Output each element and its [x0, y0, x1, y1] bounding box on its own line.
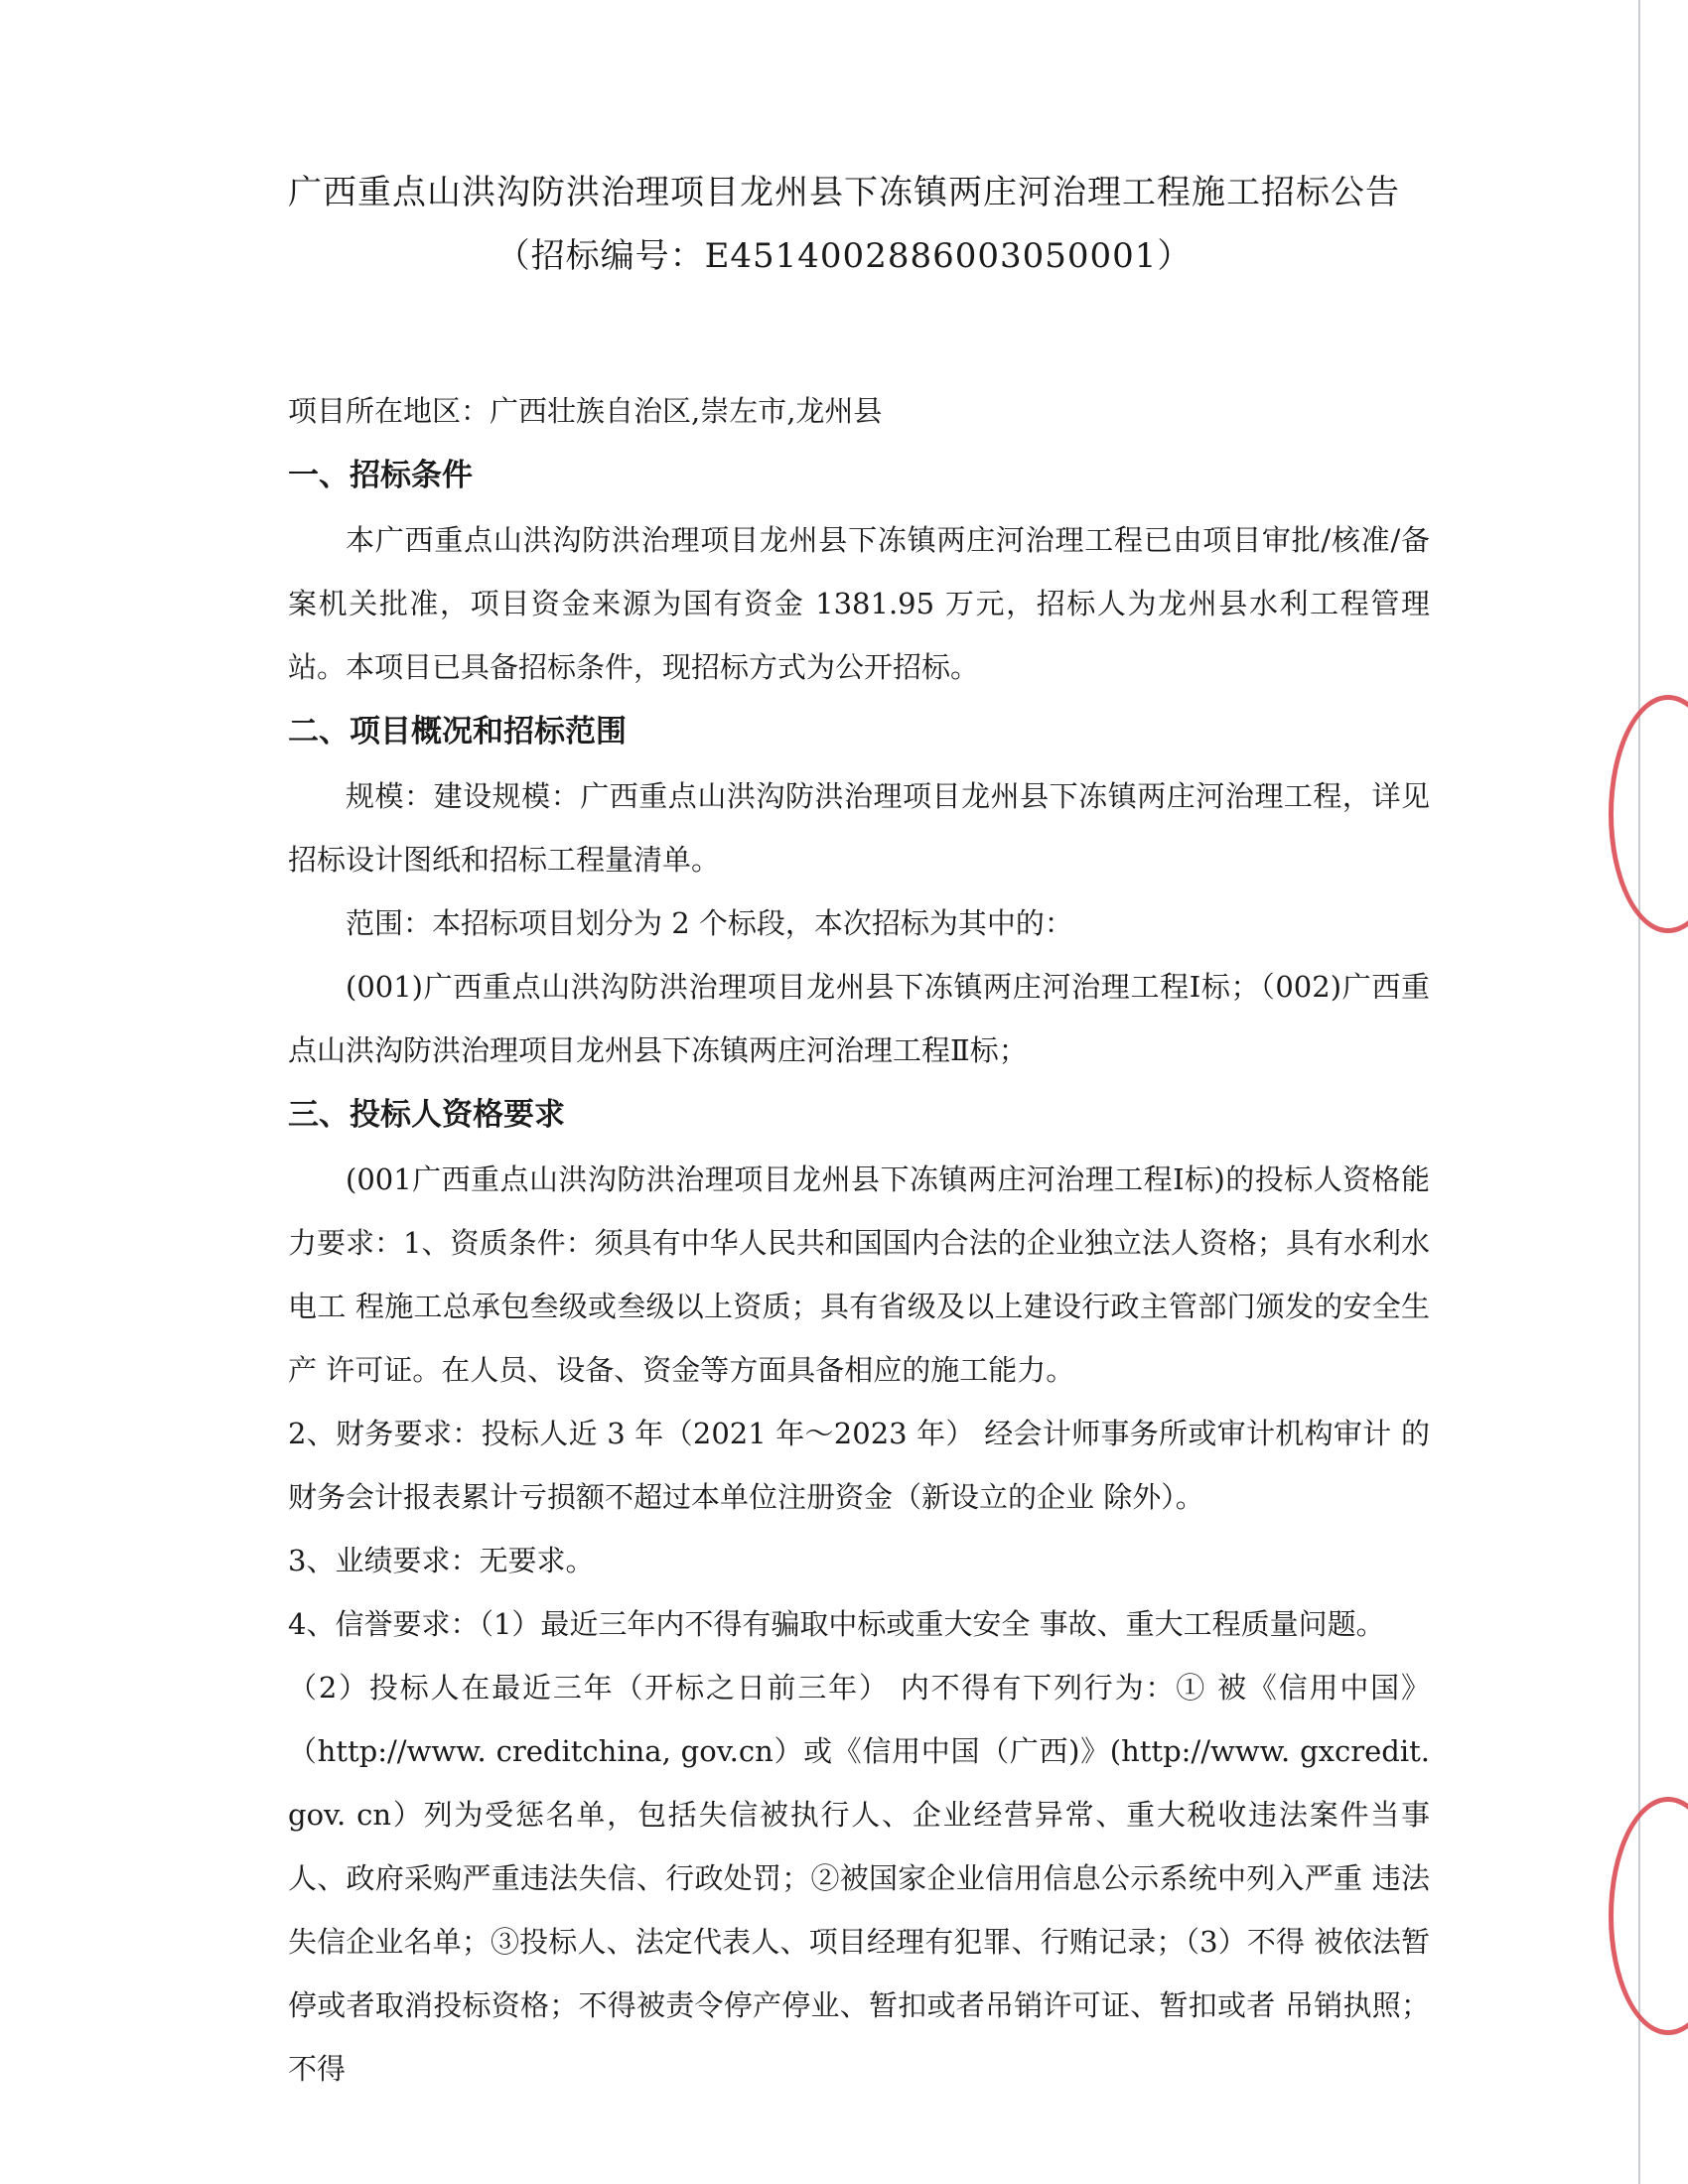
- section-3-performance: 3、业绩要求：无要求。: [288, 1544, 595, 1577]
- document-title: 广西重点山洪沟防洪治理项目龙州县下冻镇两庄河治理工程施工招标公告: [288, 173, 1400, 212]
- section-2-scope: 范围：本招标项目划分为 2 个标段，本次招标为其中的：: [346, 906, 1073, 940]
- tender-number: （招标编号：E4514002886003050001）: [495, 236, 1193, 276]
- section-2-lots: (001)广西重点山洪沟防洪治理项目龙州县下冻镇两庄河治理工程Ⅰ标；（002)广西重点山洪沟防洪治理项目龙州县下冻镇两庄河治理工程Ⅱ标；: [288, 970, 1430, 1067]
- section-2-scale: 规模：建设规模：广西重点山洪沟防洪治理项目龙州县下冻镇两庄河治理工程，详见招标设计图纸和招标工程量清单。: [288, 779, 1430, 877]
- section-3-credit-detail: （2）投标人在最近三年（开标之日前三年） 内不得有下列行为：① 被《信用中国》（http://www. creditchina, gov.cn）或《信用中国（广西)》(http://www. gxcredit. gov. cn）列为受惩名单，包括失信被执行人、企业经营异常、重大税收违法案件当事 人、政府采购严重违法失信、行政处罚；②被国家企业信用信息公示系统中列入严重 违法失信企业名单；③投标人、法定代表人、项目经理有犯罪、行贿记录；（3）不得 被依法暂停或者取消投标资格；不得被责令停产停业、暂扣或者吊销许可证、暂扣或者 吊销执照；不得: [288, 1671, 1430, 2086]
- project-location: 项目所在地区：广西壮族自治区,崇左市,龙州县: [288, 394, 883, 428]
- section-3-heading: 三、投标人资格要求: [288, 1097, 565, 1133]
- section-1-heading: 一、招标条件: [288, 458, 473, 493]
- section-2-heading: 二、项目概况和招标范围: [288, 714, 627, 750]
- section-3-credit: 4、信誉要求：（1）最近三年内不得有骗取中标或重大安全 事故、重大工程质量问题。: [288, 1607, 1385, 1641]
- section-3-finance: 2、财务要求：投标人近 3 年（2021 年～2023 年） 经会计师事务所或审计机构审计 的财务会计报表累计亏损额不超过本单位注册资金（新设立的企业 除外）。: [288, 1417, 1430, 1514]
- document-body: [288, 379, 1430, 2101]
- red-seal-stamp-bottom: [1609, 1797, 1688, 2035]
- red-seal-stamp-top: [1609, 695, 1688, 933]
- section-1-paragraph: 本广西重点山洪沟防洪治理项目龙州县下冻镇两庄河治理工程已由项目审批/核准/备案机关批准，项目资金来源为国有资金 1381.95 万元，招标人为龙州县水利工程管理站。本项目已具备招标条件，现招标方式为公开招标。: [288, 523, 1430, 684]
- section-3-qualification: (001广西重点山洪沟防洪治理项目龙州县下冻镇两庄河治理工程Ⅰ标)的投标人资格能力要求：1、资质条件：须具有中华人民共和国国内合法的企业独立法人资格；具有水利水电工 程施工总承包叁级或叁级以上资质；具有省级及以上建设行政主管部门颁发的安全生产 许可证。在人员、设备、资金等方面具备相应的施工能力。: [288, 1162, 1430, 1387]
